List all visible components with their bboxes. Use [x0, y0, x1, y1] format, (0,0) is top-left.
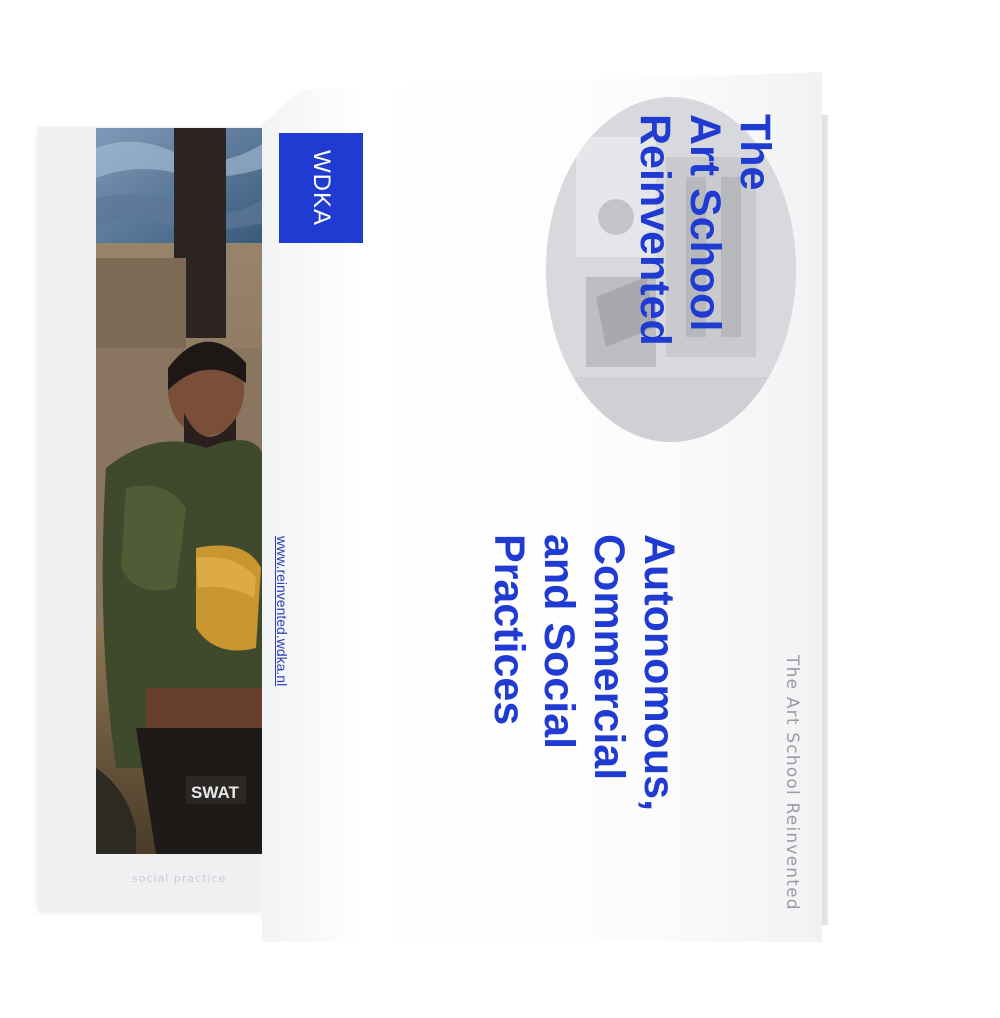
- title-line-3: Reinvented: [631, 114, 679, 346]
- subtitle-line-3: and Social: [535, 534, 583, 750]
- subtitle-line-1: Autonomous,: [635, 534, 683, 812]
- faint-backpage-text: social practice: [132, 872, 227, 885]
- spine-title-text: The Art School Reinvented: [782, 655, 802, 911]
- url-text[interactable]: www.reinvented.wdka.nl: [274, 536, 290, 687]
- logo-text: WDKA: [308, 150, 335, 226]
- subtitle-line-2: Commercial: [585, 534, 633, 781]
- title-line-2: Art School: [681, 114, 729, 332]
- subtitle-line-4: Practices: [485, 534, 533, 726]
- photo-illustration: [96, 128, 264, 854]
- swat-patch-text: SWAT: [191, 783, 239, 802]
- title-line-1: The: [731, 114, 779, 191]
- cover-photograph: [96, 128, 264, 854]
- wdka-logo: [279, 133, 363, 243]
